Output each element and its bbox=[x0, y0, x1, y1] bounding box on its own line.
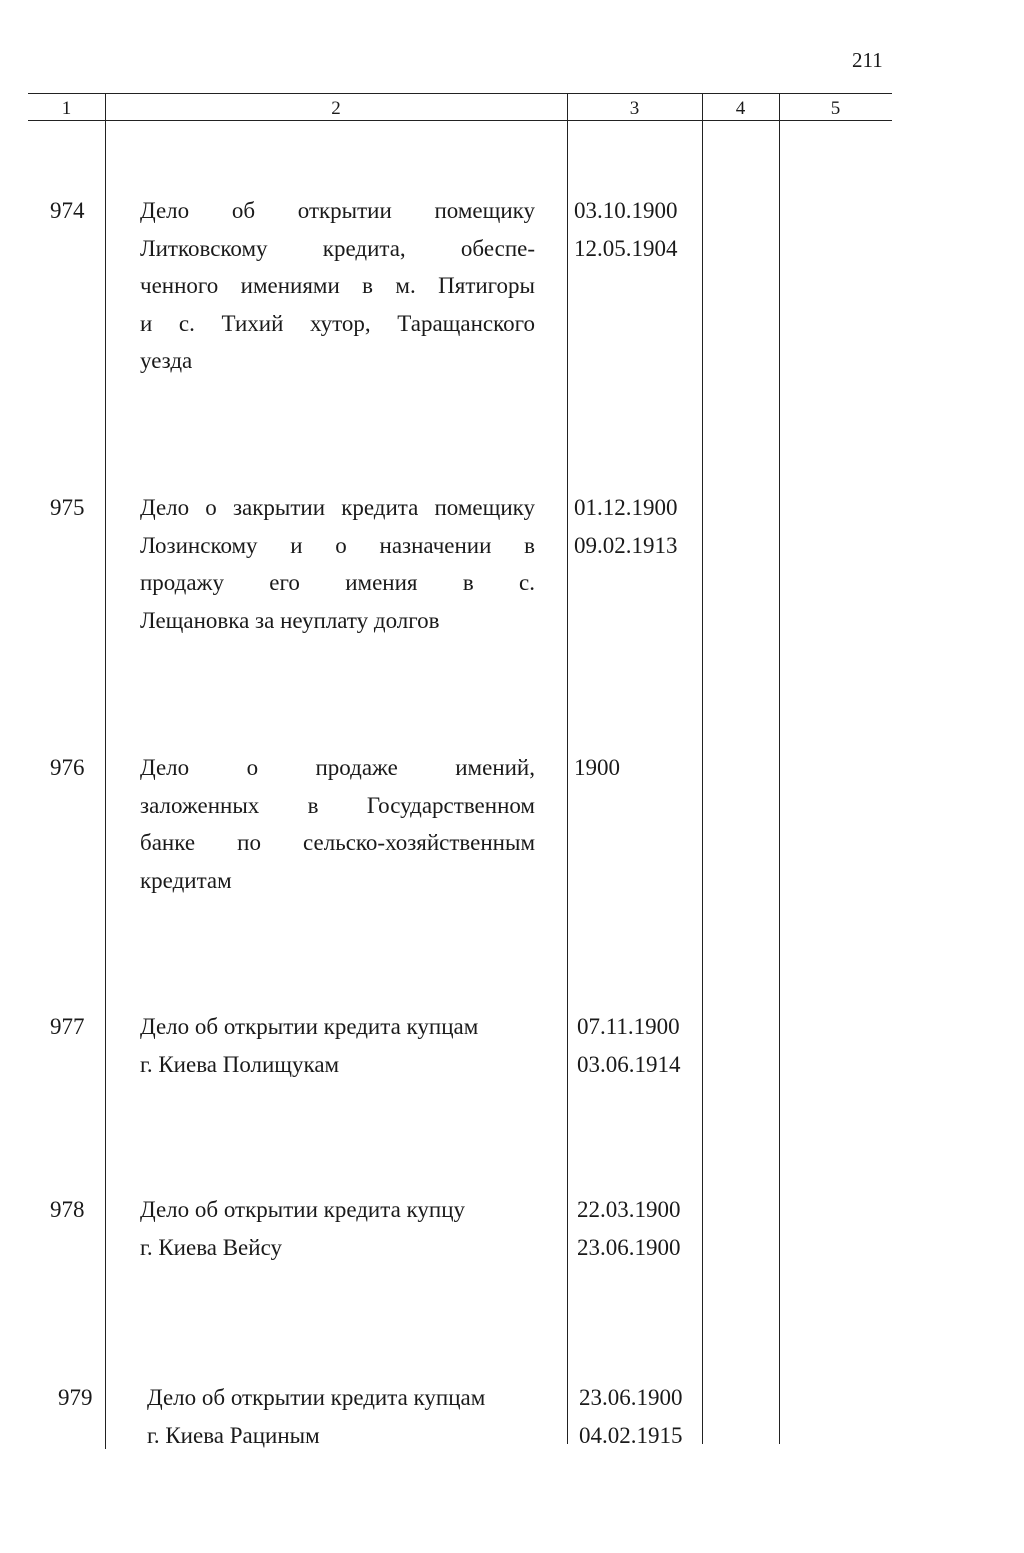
description-line: Лозинскому и о назначении в bbox=[140, 532, 535, 558]
record-dates bbox=[577, 1008, 681, 1083]
start-date: 01.12.1900 bbox=[574, 495, 678, 520]
record-dates bbox=[574, 192, 678, 267]
description-line: Дело об открытии помещику bbox=[140, 198, 535, 223]
table-top-rule bbox=[28, 93, 892, 94]
end-date: 12.05.1904 bbox=[574, 235, 678, 261]
column-divider-1 bbox=[105, 94, 106, 1449]
date: 1900 bbox=[574, 755, 620, 780]
end-date: 09.02.1913 bbox=[574, 532, 678, 558]
description-line: Литковскому кредита, обеспе- bbox=[140, 235, 535, 261]
header-col-3: 3 bbox=[629, 98, 640, 119]
record-number: 976 bbox=[50, 755, 85, 780]
description-line: Дело о закрытии кредита помещику bbox=[140, 495, 535, 520]
description-line: г. Киева Рациным bbox=[147, 1422, 320, 1448]
description-line: г. Киева Вейсу bbox=[140, 1234, 282, 1260]
record-description bbox=[140, 1191, 535, 1266]
description-line: уезда bbox=[140, 348, 193, 373]
record-description bbox=[140, 192, 535, 380]
description-line: кредитам bbox=[140, 867, 232, 893]
description-line: Дело об открытии кредита купцу bbox=[140, 1197, 465, 1222]
record-number: 974 bbox=[50, 198, 85, 223]
description-line: Дело о продаже имений, bbox=[140, 755, 535, 780]
record-number: 975 bbox=[50, 495, 85, 520]
description-line: Дело об открытии кредита купцам bbox=[140, 1014, 479, 1039]
record-dates bbox=[579, 1379, 683, 1454]
record-dates bbox=[577, 1191, 681, 1266]
end-date: 23.06.1900 bbox=[577, 1234, 681, 1260]
end-date: 03.06.1914 bbox=[577, 1051, 681, 1077]
description-line: Лещановка за неуплату долгов bbox=[140, 607, 440, 633]
header-col-5: 5 bbox=[830, 98, 841, 119]
description-line: и с. Тихий хутор, Таращанского bbox=[140, 310, 535, 336]
record-number: 979 bbox=[58, 1385, 93, 1410]
page-number: 211 bbox=[852, 48, 883, 72]
description-line: заложенных в Государственном bbox=[140, 792, 535, 818]
record-dates bbox=[574, 749, 620, 787]
description-line: продажу его имения в с. bbox=[140, 570, 535, 595]
description-line: г. Киева Полищукам bbox=[140, 1051, 340, 1077]
header-col-4: 4 bbox=[735, 98, 746, 119]
column-divider-4 bbox=[779, 94, 780, 1444]
record-number: 977 bbox=[50, 1014, 85, 1039]
column-divider-2 bbox=[567, 94, 568, 1444]
record-description bbox=[140, 489, 535, 639]
header-col-2: 2 bbox=[331, 98, 341, 119]
description-line: Дело об открытии кредита купцам bbox=[147, 1385, 486, 1410]
record-description bbox=[147, 1379, 542, 1454]
description-line: ченного имениями в м. Пятигоры bbox=[140, 273, 535, 298]
header-col-1: 1 bbox=[61, 98, 72, 119]
record-dates bbox=[574, 489, 678, 564]
table-header-rule bbox=[28, 120, 892, 121]
start-date: 23.06.1900 bbox=[579, 1385, 683, 1410]
column-divider-3 bbox=[702, 94, 703, 1444]
start-date: 03.10.1900 bbox=[574, 198, 678, 223]
record-description bbox=[140, 749, 535, 899]
start-date: 22.03.1900 bbox=[577, 1197, 681, 1222]
start-date: 07.11.1900 bbox=[577, 1014, 680, 1039]
record-number: 978 bbox=[50, 1197, 85, 1222]
end-date: 04.02.1915 bbox=[579, 1422, 683, 1448]
description-line: банке по сельско-хозяйственным bbox=[140, 830, 535, 855]
record-description bbox=[140, 1008, 535, 1083]
